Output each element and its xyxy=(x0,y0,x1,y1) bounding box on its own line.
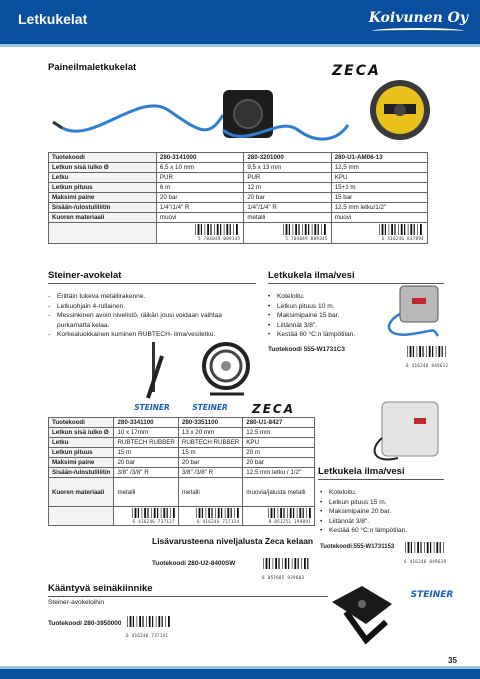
barcode-bars xyxy=(267,508,311,518)
zeca-logo: ZECA xyxy=(252,402,295,416)
section-heading-lisavaruste: Lisävarusteena niveljalusta Zeca kelaan xyxy=(152,536,314,546)
barcode-number: 8 053251 199091 xyxy=(268,518,311,524)
table-row xyxy=(49,193,428,203)
table-cell: 280-U1-AM06-13 xyxy=(331,153,427,163)
table-cell: 3/8" /3/8" R xyxy=(114,468,178,478)
table-cell: 280-3201000 xyxy=(244,153,331,163)
barcode-bars xyxy=(194,224,240,235)
section-rule xyxy=(48,596,328,597)
table-cell: RUBTECH RUBBER xyxy=(114,438,178,448)
section-heading-letkukela-1: Letkukela ilma/vesi xyxy=(268,270,355,281)
table-cell: 6 m xyxy=(156,183,243,193)
table-cell: Tuotekoodi xyxy=(49,418,114,428)
barcode-number: 6 416246 837094 xyxy=(381,236,424,241)
table-cell: metalli xyxy=(178,478,242,507)
table-cell: Sisään-/ulostuliliitin xyxy=(49,203,157,213)
table-cell: Letku xyxy=(49,173,157,183)
table-cell: 20 m xyxy=(243,448,315,458)
table-cell xyxy=(244,223,331,244)
product-image-steiner-reels xyxy=(140,336,260,402)
table-row xyxy=(49,478,315,507)
table-cell: 12 m xyxy=(244,183,331,193)
list-item: • Koteloitu. xyxy=(320,488,444,498)
table-cell: 280-3141000 xyxy=(156,153,243,163)
barcode-number: 8 057685 929883 xyxy=(262,575,305,580)
table-cell: 9,5 x 13 mm xyxy=(244,163,331,173)
table-cell: Letkun pituus xyxy=(49,448,114,458)
letkukela-1-feature-list xyxy=(268,292,378,340)
table-cell: Kuoren materiaali xyxy=(49,478,114,507)
table-cell: KPU xyxy=(243,438,315,448)
table-cell: 12,5 mm letku/1/2" xyxy=(331,203,427,213)
barcode-row xyxy=(49,223,428,244)
product-image-hose-reel-2 xyxy=(368,398,446,466)
barcode-bars xyxy=(406,346,448,357)
barcode xyxy=(262,556,310,580)
product-image-air-reels xyxy=(48,70,440,150)
barcode-number: 5 704049 009345 xyxy=(285,236,328,241)
table-cell: 12,5 mm xyxy=(243,428,315,438)
table-cell: 3/8" /3/8" R xyxy=(178,468,242,478)
barcode-row xyxy=(49,507,315,526)
table-cell: Letkun sisä /ulko Ø xyxy=(49,428,114,438)
table-cell xyxy=(243,507,315,526)
product-code: Tuotekoodi 280-3950000 xyxy=(48,620,122,627)
table-header-row xyxy=(49,153,428,163)
table-cell: 15+1 m xyxy=(331,183,427,193)
barcode-bars xyxy=(404,542,446,553)
barcode xyxy=(282,224,328,241)
table-row xyxy=(49,448,315,458)
table-cell: 12,5 mm letku / 1/2" xyxy=(243,468,315,478)
table-cell: Letkun pituus xyxy=(49,183,157,193)
table-cell xyxy=(156,223,243,244)
section-heading-kaantyva: Kääntyvä seinäkiinnike xyxy=(48,583,153,594)
table-row xyxy=(49,458,315,468)
list-item: • Maksimipaine 15 bar. xyxy=(268,311,378,321)
table-header-row xyxy=(49,418,315,428)
table-cell: PUR xyxy=(244,173,331,183)
table-cell: 20 bar xyxy=(156,193,243,203)
barcode-bars xyxy=(262,558,310,569)
table-cell xyxy=(49,223,157,244)
barcode xyxy=(194,224,240,241)
page-title: Letkukelat xyxy=(18,11,88,27)
barcode-bars xyxy=(131,508,175,518)
table-cell: muovia/jalusta metalli xyxy=(243,478,315,507)
page-footer xyxy=(0,669,480,679)
table-cell: 280-3351100 xyxy=(178,418,242,428)
barcode-number: 6 416246 737127 xyxy=(132,518,175,524)
table-cell: metalli xyxy=(244,213,331,223)
barcode xyxy=(126,614,172,638)
barcode-bars xyxy=(126,616,172,627)
barcode-number: 6 416246 849622 xyxy=(406,363,449,368)
table-row xyxy=(49,173,428,183)
steiner-logo: STEINER xyxy=(410,590,454,600)
table-cell: 15 m xyxy=(114,448,178,458)
table-cell: 1/4"/1/4" R xyxy=(156,203,243,213)
barcode-bars xyxy=(195,508,239,518)
barcode-bars xyxy=(378,224,424,235)
table-row xyxy=(49,183,428,193)
steiner-feature-list xyxy=(48,292,256,340)
letkukela-2-feature-list xyxy=(320,488,444,536)
list-item: • Letkun pituus 15 m. xyxy=(320,498,444,508)
table-cell: Maksimi paine xyxy=(49,458,114,468)
product-code: Tuotekoodi 555-W1731C3 xyxy=(268,346,345,353)
zeca-logo: ZECA xyxy=(332,63,381,79)
table-cell: 12,5 mm xyxy=(331,163,427,173)
table-cell: 6,5 x 10 mm xyxy=(156,163,243,173)
barcode xyxy=(404,540,446,564)
table-cell: muovi xyxy=(156,213,243,223)
table-cell xyxy=(114,507,178,526)
logo-swoosh xyxy=(372,28,464,34)
table-cell xyxy=(49,507,114,526)
table-cell: muovi xyxy=(331,213,427,223)
list-item: - Korkealuokkainen kuminen RUBTECH- ilma/vesiletku. xyxy=(48,330,256,340)
list-item: • Letkun pituus 10 m. xyxy=(268,302,378,312)
table-cell: metalli xyxy=(114,478,178,507)
spec-table-paineilma xyxy=(48,152,428,244)
product-code: Tuotekoodi 280-U2-8400SW xyxy=(152,560,236,567)
table-cell xyxy=(178,507,242,526)
table-cell: 13 x 20 mm xyxy=(178,428,242,438)
table-cell: KPU xyxy=(331,173,427,183)
list-item: - Messinkinen avoin nivelistö, räikän jousi voidaan vaihtaa purkamatta kelaa. xyxy=(48,311,256,330)
table-row xyxy=(49,428,315,438)
list-item: • Koteloitu. xyxy=(268,292,378,302)
table-cell xyxy=(331,223,427,244)
product-code: Tuotekoodi 555-W1731153 xyxy=(320,544,395,550)
section-subtitle: Steiner-avokeloihin xyxy=(48,599,105,606)
page-number: 35 xyxy=(448,656,457,665)
table-cell: 20 bar xyxy=(244,193,331,203)
list-item: • Liitännät 3/8". xyxy=(320,517,444,527)
barcode xyxy=(378,224,424,241)
table-cell: 280-3341100 xyxy=(114,418,178,428)
company-logo: Koivunen Oy xyxy=(368,10,468,26)
table-cell: Kuoren materiaali xyxy=(49,213,157,223)
table-row xyxy=(49,213,428,223)
table-row xyxy=(49,468,315,478)
table-row xyxy=(49,203,428,213)
product-image-hose-reel-1 xyxy=(382,284,446,342)
table-cell: 15 m xyxy=(178,448,242,458)
steiner-logo: STEINER xyxy=(192,403,228,412)
section-heading-steiner: Steiner-avokelat xyxy=(48,270,122,281)
list-item: • Kestää 60 °C:n lämpötilan. xyxy=(268,330,378,340)
table-row xyxy=(49,163,428,173)
list-item: - Erittäin tukeva metallirakenne. xyxy=(48,292,256,302)
table-cell: RUBTECH RUBBER xyxy=(178,438,242,448)
table-cell: Tuotekoodi xyxy=(49,153,157,163)
table-cell: Letku xyxy=(49,438,114,448)
barcode-number: 6 416246 737134 xyxy=(196,518,240,524)
header-stripe xyxy=(0,44,480,47)
barcode xyxy=(267,508,311,524)
table-cell: Sisään-/ulostuliliitin xyxy=(49,468,114,478)
barcode xyxy=(131,508,175,524)
table-cell: 280-U1-8427 xyxy=(243,418,315,428)
section-rule xyxy=(48,283,256,284)
barcode-bars xyxy=(282,224,328,235)
table-cell: 10 x 17mm xyxy=(114,428,178,438)
table-cell: Letkun sisä /ulko Ø xyxy=(49,163,157,173)
spec-table-steiner xyxy=(48,417,315,526)
table-row xyxy=(49,438,315,448)
table-cell: 1/4"/1/4" R xyxy=(244,203,331,213)
table-cell: 15 bar xyxy=(331,193,427,203)
table-cell: 20 bar xyxy=(243,458,315,468)
product-image-wall-bracket xyxy=(326,582,398,646)
table-cell: Maksimi paine xyxy=(49,193,157,203)
table-cell: 20 bar xyxy=(178,458,242,468)
section-heading-letkukela-2: Letkukela ilma/vesi xyxy=(318,466,405,477)
section-rule xyxy=(318,479,444,480)
list-item: - Letkuohjain 4-rullainen. xyxy=(48,302,256,312)
barcode-number: 5 704049 009145 xyxy=(197,236,241,241)
list-item: • Maksimipaine 20 bar. xyxy=(320,507,444,517)
barcode xyxy=(195,508,239,524)
barcode-number: 6 416246 737141 xyxy=(126,633,169,638)
steiner-logo: STEINER xyxy=(134,403,170,412)
barcode xyxy=(406,344,448,368)
barcode-number: 6 416246 849639 xyxy=(404,559,447,564)
table-cell: 20 bar xyxy=(114,458,178,468)
list-item: • Kestää 60 °C:n lämpötilan. xyxy=(320,526,444,536)
list-item: • Liitännät 3/8". xyxy=(268,321,378,331)
section-heading-paineilma: Paineilmaletkukelat xyxy=(48,62,137,73)
table-cell: PUR xyxy=(156,173,243,183)
